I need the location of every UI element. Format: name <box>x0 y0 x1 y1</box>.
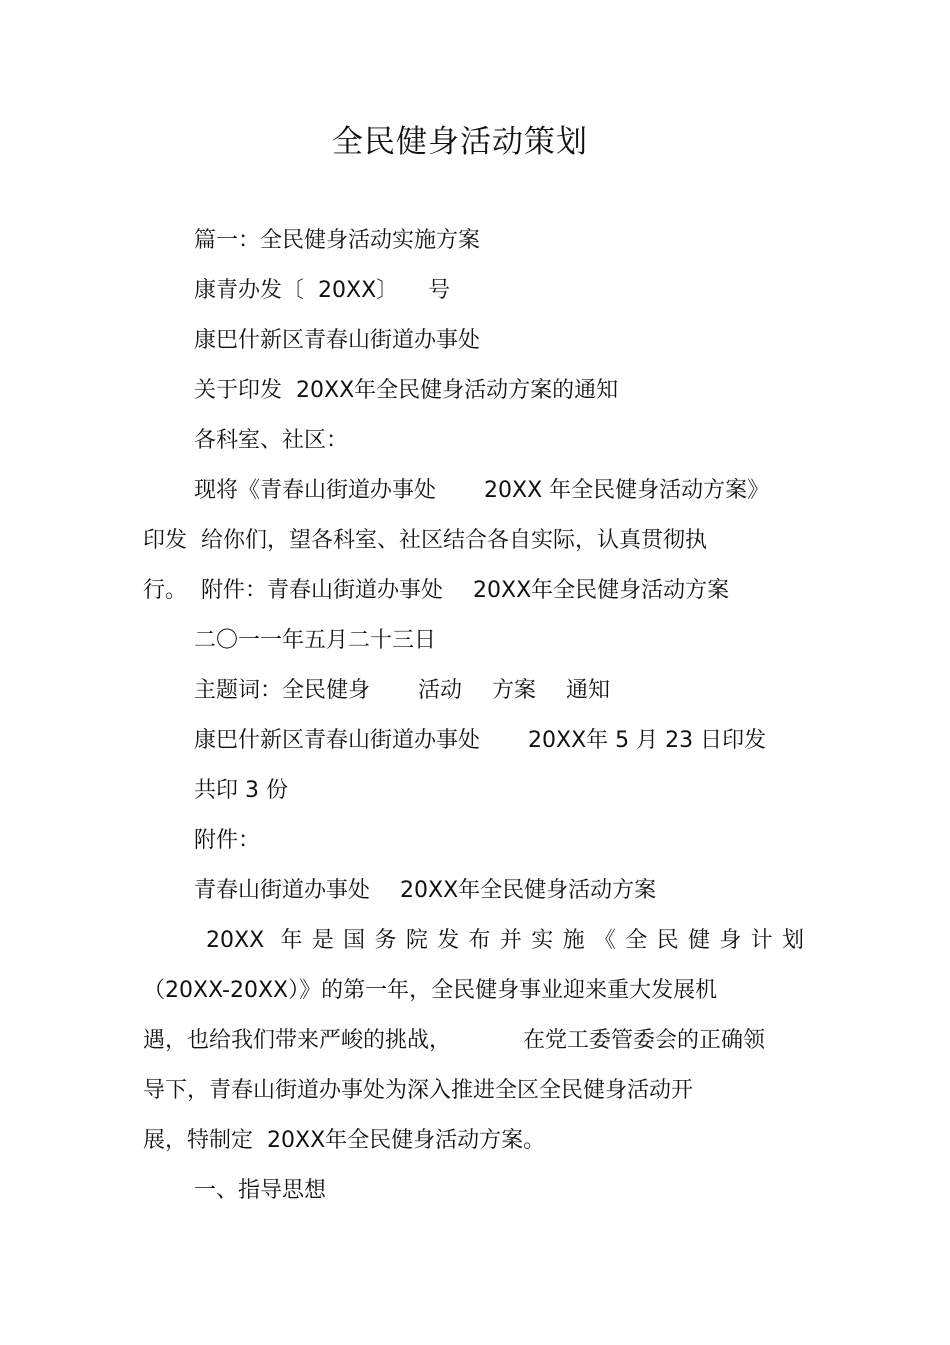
body-line-3-part2: 附件：青春山街道办事处 <box>201 578 444 603</box>
keywords-part3: 方案 <box>492 678 537 703</box>
date-line <box>194 626 436 656</box>
paragraph-line-4-text: 导下，青春山街道办事处为深入推进全区全民健身活动开 <box>143 1078 694 1103</box>
paragraph-line-5-part2: 20XX年全民健身活动方案。 <box>267 1128 546 1153</box>
keywords-line <box>194 676 610 706</box>
copies-text: 共印 3 份 <box>194 778 288 803</box>
attachment-label-text: 附件： <box>194 828 261 853</box>
body-line-2-part1: 印发 <box>143 528 188 553</box>
attachment-label <box>194 826 260 856</box>
paragraph-line-2 <box>143 976 717 1006</box>
document-number-year: 20XX〕 <box>318 278 399 303</box>
keywords-part4: 通知 <box>566 678 611 703</box>
document-title: 全民健身活动策划 <box>332 124 588 160</box>
paragraph-line-5 <box>143 1126 545 1156</box>
body-line-2 <box>143 526 707 556</box>
body-line-1-part2: 20XX 年全民健身活动方案》 <box>484 478 770 503</box>
document-number-prefix: 康青办发〔 <box>194 278 305 303</box>
chapter-heading <box>194 226 480 256</box>
document-number-suffix: 号 <box>428 278 451 303</box>
paragraph-line-3 <box>143 1026 765 1056</box>
notice-subject <box>194 376 618 406</box>
body-line-3 <box>143 576 729 606</box>
paragraph-line-1: 20XX 年是国务院发布并实施《全民健身计划 <box>206 928 804 953</box>
paragraph-line-3-part1: 遇，也给我们带来严峻的挑战， <box>143 1028 452 1053</box>
keywords-part1: 主题词：全民健身 <box>194 678 371 703</box>
issuer-text: 康巴什新区青春山街道办事处 <box>194 328 481 353</box>
body-line-3-part3: 20XX年全民健身活动方案 <box>473 578 730 603</box>
body-line-3-part1: 行。 <box>143 578 188 603</box>
body-line-1 <box>194 476 769 506</box>
notice-subject-part2: 20XX年全民健身活动方案的通知 <box>296 378 619 403</box>
issuer-line <box>194 326 480 356</box>
body-line-2-part2: 给你们，望各科室、社区结合各自实际，认真贯彻执 <box>201 528 708 553</box>
section-heading-text: 一、指导思想 <box>194 1178 327 1203</box>
print-issuer-line <box>194 726 766 756</box>
recipients-text: 各科室、社区： <box>194 428 349 453</box>
print-issuer-text: 康巴什新区青春山街道办事处 <box>194 728 481 753</box>
date-text: 二〇一一年五月二十三日 <box>194 628 437 653</box>
chapter-heading-text: 篇一：全民健身活动实施方案 <box>194 228 481 253</box>
document-number <box>194 276 450 306</box>
copies-line <box>194 776 288 806</box>
paragraph-line-3-part2: 在党工委管委会的正确领 <box>523 1028 766 1053</box>
notice-subject-part1: 关于印发 <box>194 378 283 403</box>
paragraph-line-4 <box>143 1076 693 1106</box>
attachment-title-part1: 青春山街道办事处 <box>194 878 371 903</box>
section-heading <box>194 1176 326 1206</box>
print-date-text: 20XX年 5 月 23 日印发 <box>528 728 767 753</box>
attachment-title <box>194 876 656 906</box>
recipients-line <box>194 426 348 456</box>
attachment-title-part2: 20XX年全民健身活动方案 <box>400 878 657 903</box>
paragraph-line-5-part1: 展，特制定 <box>143 1128 254 1153</box>
keywords-part2: 活动 <box>418 678 463 703</box>
body-line-1-part1: 现将《青春山街道办事处 <box>194 478 437 503</box>
paragraph-line-2-text: （20XX-20XX）》的第一年，全民健身事业迎来重大发展机 <box>143 978 718 1003</box>
